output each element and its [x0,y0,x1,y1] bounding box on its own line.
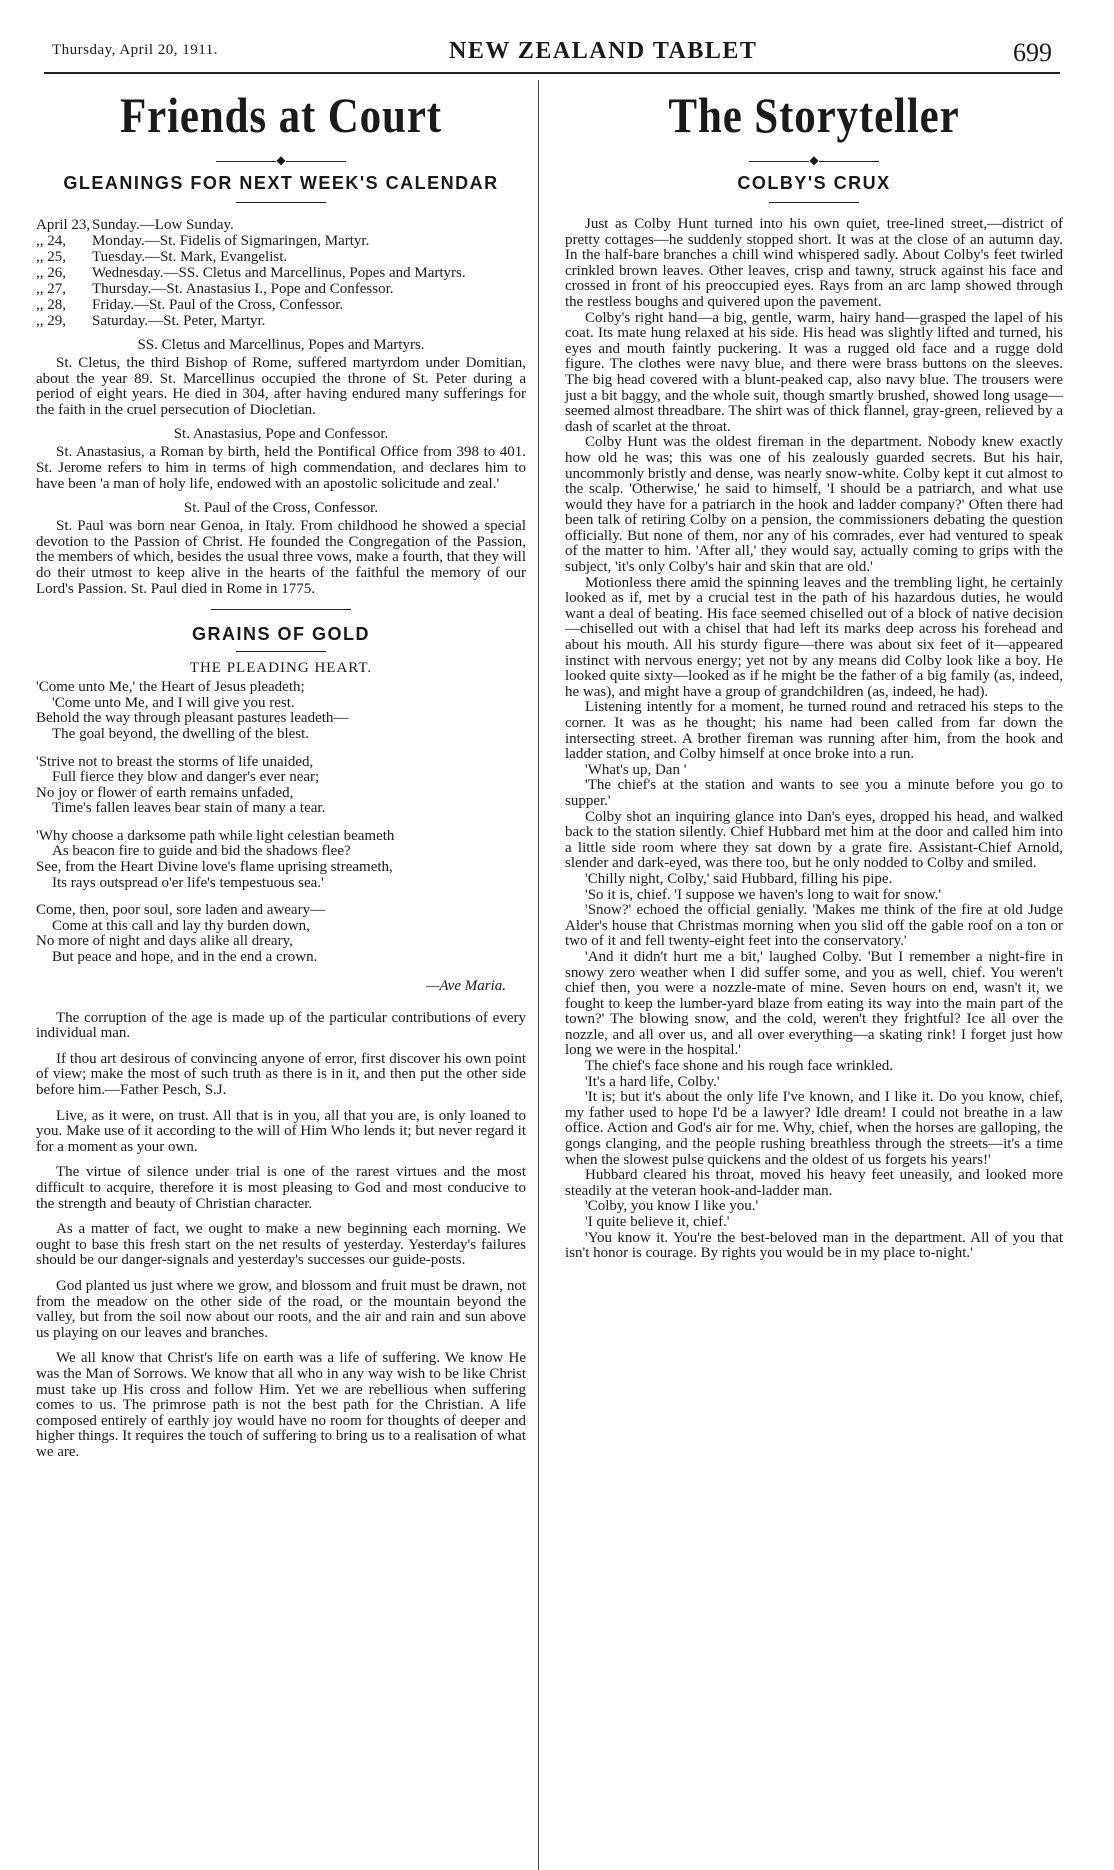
section-masthead-storyteller: The Storyteller [668,87,960,143]
maxims [36,1011,526,1461]
poem-stanza [36,829,526,891]
page-header [44,38,1060,72]
paragraph: Live, as it were, on trust. All that is in you, all that you are, is only loaned to you. Make use of it according to the will of Him Who lends it; but never regard it for a moment as your own. [36,1107,526,1155]
story-paragraph: 'It's a hard life, Colby.' [585,1073,720,1090]
saint-paragraph: St. Cletus, the third Bishop of Rome, suffered martyrdom under Domitian, about the year 89. St. Marcellinus occupied the throne of St. Peter during a period of eight years. He died in 304, after having endured many sufferings for the faith in the cruel persecution of Diocletian. [36,355,526,418]
story-paragraph: 'Chilly night, Colby,' said Hubbard, filling his pipe. [585,870,893,887]
poem-line: 'Strive not to breast the storms of life unaided, [36,753,314,770]
poem [36,680,526,966]
story-title: COLBY'S CRUX [737,173,891,193]
poem-line: Come, then, poor soul, sore laden and aweary— [36,902,326,919]
newspaper-title: NEW ZEALAND TABLET [449,38,758,64]
grains-heading: GRAINS OF GOLD [192,624,370,645]
calendar-list [36,217,526,329]
calendar-feast: Saturday.—St. Peter, Martyr. [92,313,266,329]
calendar-entry [36,217,526,233]
poem-line: No joy or flower of earth remains unfaded, [36,784,294,801]
calendar-feast: Friday.—St. Paul of the Cross, Confessor. [92,297,344,313]
calendar-date: April 23, [36,217,91,233]
paragraph: We all know that Christ's life on earth was a life of suffering. We know He was the Man of Sorrows. We know that all who in any way wish to be like Christ must take up His cross and follow Him. Yet we are rebellious when suffering comes to us. The primrose path is not the best path for the Christian. A life composed entirely of earthly joy would have no room for thoughts of deeper and higher things. It requires the touch of suffering to bring us to a realisation of what we are. [36,1350,526,1460]
poem-line: No more of night and days alike all dreary, [36,933,293,950]
story-paragraph: 'The chief's at the station and wants to see you a minute before you go to supper.' [565,777,1063,809]
story-paragraph: Listening intently for a moment, he turned round and retraced his steps to the corner. It was as he thought; his name had been called from far down the intersecting street. A brother fireman was running after him, from the hook and ladder station, and Colby himself at once broke into a run. [565,699,1063,763]
ornament-divider: ◆ [36,153,526,167]
calendar-feast: Thursday.—St. Anastasius I., Pope and Confessor. [92,281,394,297]
calendar-date: ,, 29, [36,313,66,329]
poem-line: 'Why choose a darksome path while light celestian beameth [36,827,395,844]
column-divider [538,80,539,1870]
paragraph: The corruption of the age is made up of the particular contributions of every individual man. [36,1009,526,1042]
saint-paragraph: St. Paul was born near Genoa, in Italy. From childhood he showed a special devotion to the Passion of Christ. He founded the Congregation of the Passion, the members of which, besides the usual three vows, make a fourth, that they will do their utmost to keep alive in the hearts of the faithful the memory of our Lord's Passion. St. Paul died in Rome in 1775. [36,518,526,597]
calendar-feast: Wednesday.—SS. Cletus and Marcellinus, Popes and Martyrs. [92,265,466,281]
story-paragraph: 'You know it. You're the best-beloved man in the department. All of you that isn't honor is courage. By rights you would be in my place to-night.' [565,1229,1063,1262]
saint-title: SS. Cletus and Marcellinus, Popes and Martyrs. [137,337,425,353]
poem-stanza [36,755,526,817]
page-number: 699 [1013,38,1052,67]
calendar-feast: Sunday.—Low Sunday. [92,217,234,233]
calendar-entry [36,249,526,265]
story-paragraph: 'Colby, you know I like you.' [585,1198,759,1215]
calendar-date: ,, 28, [36,297,66,313]
poem-line: Come at this call and lay thy burden down, [52,917,310,934]
section-masthead-friends-at-court: Friends at Court [120,87,442,143]
calendar-feast: Tuesday.—St. Mark, Evangelist. [92,249,288,265]
poem-line: See, from the Heart Divine love's flame uprising streameth, [36,859,393,876]
calendar-heading: GLEANINGS FOR NEXT WEEK'S CALENDAR [63,173,499,193]
calendar-date: ,, 25, [36,249,66,265]
saints-notes [36,337,526,597]
calendar-entry [36,297,526,313]
paragraph: The virtue of silence under trial is one of the rarest virtues and the most difficult to acquire, therefore it is most pleasing to God and most conducive to the strength and beauty of Christian character. [36,1164,526,1212]
poem-line: 'Come unto Me, and I will give you rest. [52,694,295,711]
story-paragraph: 'And it didn't hurt me a bit,' laughed Colby. 'But I remember a night-fire in snowy zero weather when I did suffer some, and you as well, chief. You weren't chief then, you were a nozzle-mate of mine. Seven hours on end, wasn't it, we fought to keep the lumber-yard blaze from eating its way into the main part of the town?' The blowing snow, and the cold, weren't they frightful? Ice all over the nozzle, and all over us, and all over everything—a skating rink! I forget just how long we were in the hospital.' [565,948,1063,1059]
calendar-date: ,, 24, [36,233,66,249]
story-paragraph: 'I quite believe it, chief.' [585,1214,730,1230]
poem-line: But peace and hope, and in the end a crown. [52,949,318,966]
story-paragraph: Hubbard cleared his throat, moved his heavy feet uneasily, and looked more steadily at the veteran hook-and-ladder man. [565,1167,1063,1199]
story-paragraph: 'What's up, Dan ' [585,761,687,778]
calendar-entry [36,281,526,297]
story-paragraph: 'So it is, chief. 'I suppose we haven's long to wait for snow.' [585,886,942,903]
poem-title: THE PLEADING HEART. [189,660,373,677]
header-rule [44,72,1060,74]
paragraph: As a matter of fact, we ought to make a new beginning each morning. We ought to base this fresh start on the net results of yesterday. Yesterday's failures should be our danger-signals and yesterday's successes our guide-posts. [36,1221,526,1269]
divider [211,609,351,610]
story-paragraph: Colby's right hand—a big, gentle, warm, hairy hand—grasped the lapel of his coat. Its mate hung relaxed at his side. His head was slightly lifted and turned, his eyes and mouth faintly puckering. It was a rugged old face and a rugge dold figure. The clothes were navy blue, and there were brass buttons on the sleeves. The big head covered with a blunt-peaked cap, also navy blue. The trousers were just a bit baggy, and the whole suit, though smartly brushed, showed long usage—seemed almost threadbare. The shirt was of thick flannel, gray-green, relieved by a dash of scarlet at the throat. [565,309,1063,435]
story-paragraph: 'It is; but it's about the only life I've known, and I like it. Do you know, chief, my father used to hope I'd be a lawyer? Idle dream! I could not breathe in a law office. Action and God's air for me. Why, chief, when the horses are galloping, the gongs clanging, and the people rushing breathless through the streets—it's a time when the slowest pulse quickens and the oldest of us forgets his years!' [565,1089,1063,1168]
poem-attribution: —Ave Maria. [426,977,506,994]
calendar-date: ,, 26, [36,265,66,281]
poem-line: 'Come unto Me,' the Heart of Jesus pleadeth; [36,679,305,696]
poem-line: Time's fallen leaves bear stain of many a tear. [52,800,326,817]
poem-line: Its rays outspread o'er life's tempestuous sea.' [52,874,324,891]
poem-line: The goal beyond, the dwelling of the blest. [52,725,310,742]
poem-line: Full fierce they blow and danger's ever near; [52,769,320,786]
issue-date: Thursday, April 20, 1911. [52,42,218,58]
calendar-entry [36,233,526,249]
story-paragraph: Colby Hunt was the oldest fireman in the department. Nobody knew exactly how old he was; this was one of his zealously guarded secrets. But his hair, uncommonly bristly and dense, was nearly snow-white. Colby kept it cut almost to the scalp. 'Otherwise,' he said to himself, 'I should be a patriarch, and what use would they have for a patriarch in the hook and ladder company?' Often there had been talk of retiring Colby on a pension, the commissioners debating the question officially. But none of them, nor any of his comrades, ever had ventured to speak of the matter to him. 'After all,' they would say, actually coming to grips with the subject, 'it's only Colby's hair and skin that are old.' [565,434,1063,576]
divider [236,202,326,203]
calendar-date: ,, 27, [36,281,66,297]
right-column [565,85,1063,1262]
poem-line: As beacon fire to guide and bid the shadows flee? [52,843,351,860]
story-body [565,217,1063,1262]
ornament-divider: ◆ [565,153,1063,167]
saint-paragraph: St. Anastasius, a Roman by birth, held the Pontifical Office from 398 to 401. St. Jerome refers to him in terms of high commendation, and declares him to have been 'a man of holy life, endowed with an apostolic solicitude and zeal.' [36,444,526,492]
story-paragraph: Motionless there amid the spinning leaves and the trembling light, he certainly looked as if, met by a crucial test in the path of his hazardous duties, he would want a deal of beating. His face seemed chiselled out of a block of native decision—chiselled out with a chisel that had left its marks deep across his forehead and about his mouth. All his sturdy figure—there was about six feet of it—appeared instinct with nervous energy; yet not by any means did Colby look like a boy. He looked quite sixty—looked as if he might be the father of a big family (as, indeed, he was), and might have a group of grandchildren (as, indeed, he had). [565,574,1063,700]
paragraph: God planted us just where we grow, and blossom and fruit must be drawn, not from the meadow on the other side of the road, or the mountain beyond the valley, but from the soil now about our roots, and the air and rain and sun above us playing on our leaves and branches. [36,1277,526,1341]
calendar-entry [36,265,526,281]
story-paragraph: 'Snow?' echoed the official genially. 'Makes me think of the fire at old Judge Alder's house that Christmas morning when you slid off the gable roof on a ton or two of it and fell twenty-eight feet into the conservatory.' [565,902,1063,950]
poem-stanza [36,680,526,742]
calendar-entry [36,313,526,329]
paragraph: If thou art desirous of convincing anyone of error, first discover his own point of view; make the most of such truth as there is in it, and then put the other side before him.—Father Pesch, S.J. [36,1050,526,1098]
poem-line: Behold the way through pleasant pastures leadeth— [36,710,349,727]
story-paragraph: The chief's face shone and his rough face wrinkled. [585,1058,893,1075]
saint-title: St. Paul of the Cross, Confessor. [183,500,379,517]
calendar-feast: Monday.—St. Fidelis of Sigmaringen, Martyr. [92,233,370,249]
divider [236,651,326,652]
left-column [36,85,526,1470]
saint-title: St. Anastasius, Pope and Confessor. [173,426,389,443]
story-paragraph: Colby shot an inquiring glance into Dan's eyes, dropped his head, and walked back to the station silently. Chief Hubbard met him at the door and called him into a little side room where they sat down by a grate fire. Assistant-Chief Arnold, slender and dark-eyed, was there too, but he only nodded to Colby and smiled. [565,808,1063,872]
poem-stanza [36,903,526,965]
story-paragraph: Just as Colby Hunt turned into his own quiet, tree-lined street,—district of pretty cottages—he suddenly stopped short. It was at the close of an autumn day. In the half-bare branches a chill wind whispered sadly. About Colby's feet twirled crinkled brown leaves. Other leaves, crisp and tawny, struck against his face and crossed in front of his preoccupied eyes. Rays from an arc lamp showed through the restless boughs and quivered upon the pavement. [565,216,1063,310]
divider [769,202,859,203]
